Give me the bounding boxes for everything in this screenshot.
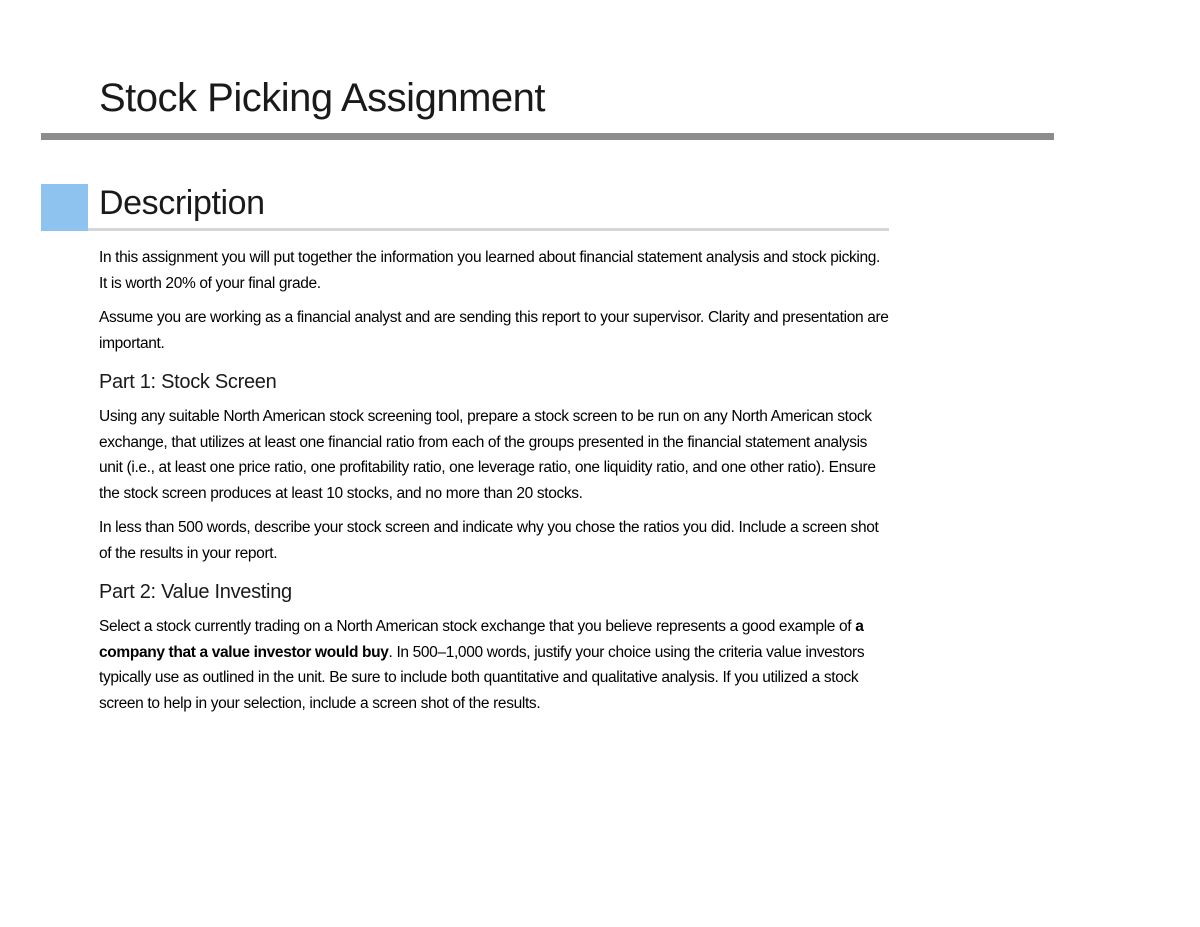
part1-instructions-paragraph: Using any suitable North American stock screening tool, prepare a stock screen to be run on any North American stock exchange, that utilizes at least one financial ratio from each of the groups presented in the financial statement analysis unit (i.e., at least one price ratio, one profitability ratio, one leverage ratio, one liquidity ratio, and one other ratio). Ensure the stock screen produces at least 10 stocks, and no more than 20 stocks. <box>99 408 876 502</box>
part2-text-after: . In 500–1,000 words, justify your choice using the criteria value investors typically use as outlined in the unit. Be sure to include both quantitative and qualitative analysis. If you utilized a stock screen to help in your selection, include a screen shot of the results. <box>99 643 865 712</box>
title-divider <box>41 133 1054 140</box>
context-paragraph: Assume you are working as a financial analyst and are sending this report to your supervisor. Clarity and presentation are important. <box>99 309 889 352</box>
description-content <box>99 245 889 725</box>
section-accent-block <box>41 184 88 231</box>
part2-emphasis: a company that a value investor would buy <box>99 618 864 661</box>
part2-heading: Part 2: Value Investing <box>99 581 292 603</box>
part1-heading: Part 1: Stock Screen <box>99 371 277 393</box>
part2-paragraph <box>99 614 889 716</box>
part2-text-before: Select a stock currently trading on a North American stock exchange that you believe represents a good example of <box>99 618 856 635</box>
section-divider <box>88 228 889 231</box>
intro-paragraph: In this assignment you will put together the information you learned about financial statement analysis and stock picking. It is worth 20% of your final grade. <box>99 249 880 292</box>
part1-word-limit-paragraph: In less than 500 words, describe your stock screen and indicate why you chose the ratios you did. Include a screen shot of the results in your report. <box>99 519 879 562</box>
description-heading: Description <box>99 184 265 222</box>
document-title: Stock Picking Assignment <box>99 76 545 120</box>
